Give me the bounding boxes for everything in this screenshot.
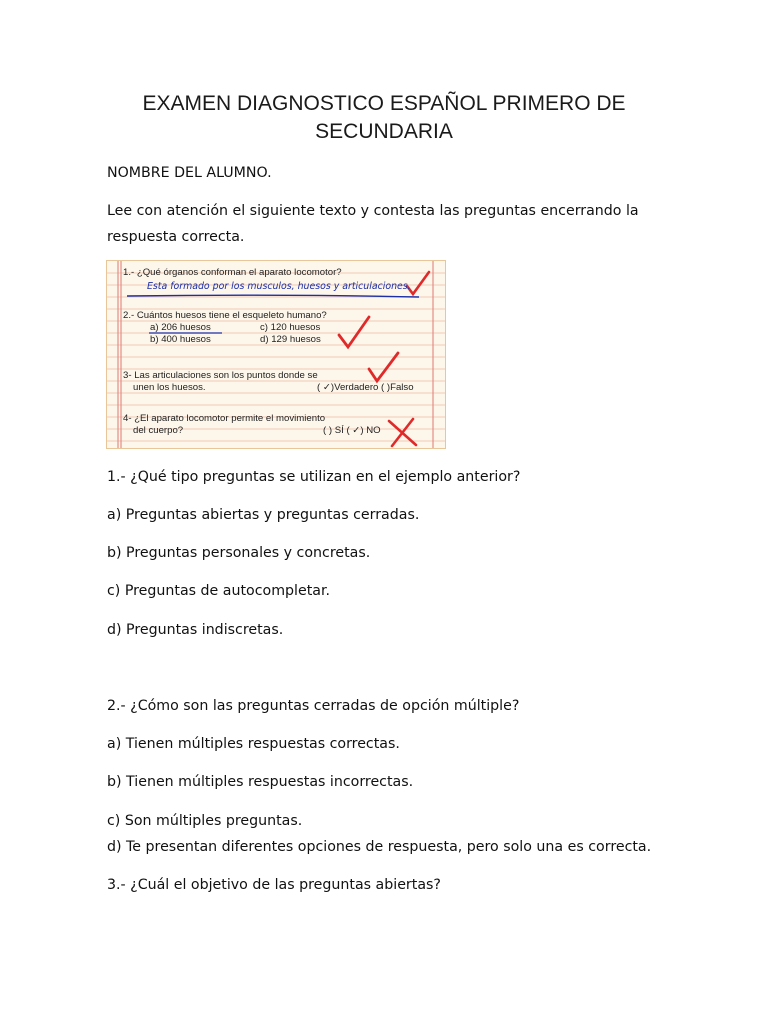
question-1-option-a: a) Preguntas abiertas y preguntas cerradas. (107, 507, 420, 523)
title-line-2: SECUNDARIA (315, 120, 453, 143)
figure-q3-line-1: 3- Las articulaciones son los puntos donde se (123, 370, 318, 381)
example-worksheet-image (106, 260, 446, 449)
question-2-option-c: c) Son múltiples preguntas. (107, 813, 303, 829)
question-3: 3.- ¿Cuál el objetivo de las preguntas abiertas? (107, 877, 441, 893)
figure-q1: 1.- ¿Qué órganos conforman el aparato locomotor? (123, 267, 342, 278)
question-1: 1.- ¿Qué tipo preguntas se utilizan en el ejemplo anterior? (107, 469, 521, 485)
figure-q2: 2.- Cuántos huesos tiene el esqueleto humano? (123, 310, 327, 321)
question-1-option-c: c) Preguntas de autocompletar. (107, 583, 330, 599)
figure-q4-options: ( ) SÍ ( ✓) NO (323, 425, 381, 436)
instructions-line-1: Lee con atención el siguiente texto y contesta las preguntas encerrando la (107, 203, 639, 219)
question-2-option-b: b) Tienen múltiples respuestas incorrectas. (107, 774, 414, 790)
question-1-option-d: d) Preguntas indiscretas. (107, 622, 284, 638)
question-2: 2.- ¿Cómo son las preguntas cerradas de opción múltiple? (107, 698, 520, 714)
document-title (0, 90, 768, 146)
figure-q2-option-a: a) 206 huesos (150, 322, 211, 333)
figure-q2-option-b: b) 400 huesos (150, 334, 211, 345)
figure-q4-line-1: 4- ¿El aparato locomotor permite el movimiento (123, 413, 326, 424)
question-1-option-b: b) Preguntas personales y concretas. (107, 545, 371, 561)
figure-q2-option-c: c) 120 huesos (260, 322, 321, 333)
title-line-1: EXAMEN DIAGNOSTICO ESPAÑOL PRIMERO DE (142, 92, 626, 115)
question-2-option-d: d) Te presentan diferentes opciones de respuesta, pero solo una es correcta. (107, 839, 652, 855)
instructions-line-2: respuesta correcta. (107, 229, 245, 245)
question-2-option-a: a) Tienen múltiples respuestas correctas. (107, 736, 400, 752)
figure-q3-line-2: unen los huesos. (133, 382, 206, 393)
figure-q2-option-d: d) 129 huesos (260, 334, 321, 345)
figure-q4-line-2: del cuerpo? (133, 425, 184, 436)
figure-q1-answer: Esta formado por los musculos, huesos y articulaciones. (147, 281, 411, 292)
student-name-label: NOMBRE DEL ALUMNO. (107, 165, 272, 181)
figure-q3-options: ( ✓)Verdadero ( )Falso (317, 382, 414, 393)
